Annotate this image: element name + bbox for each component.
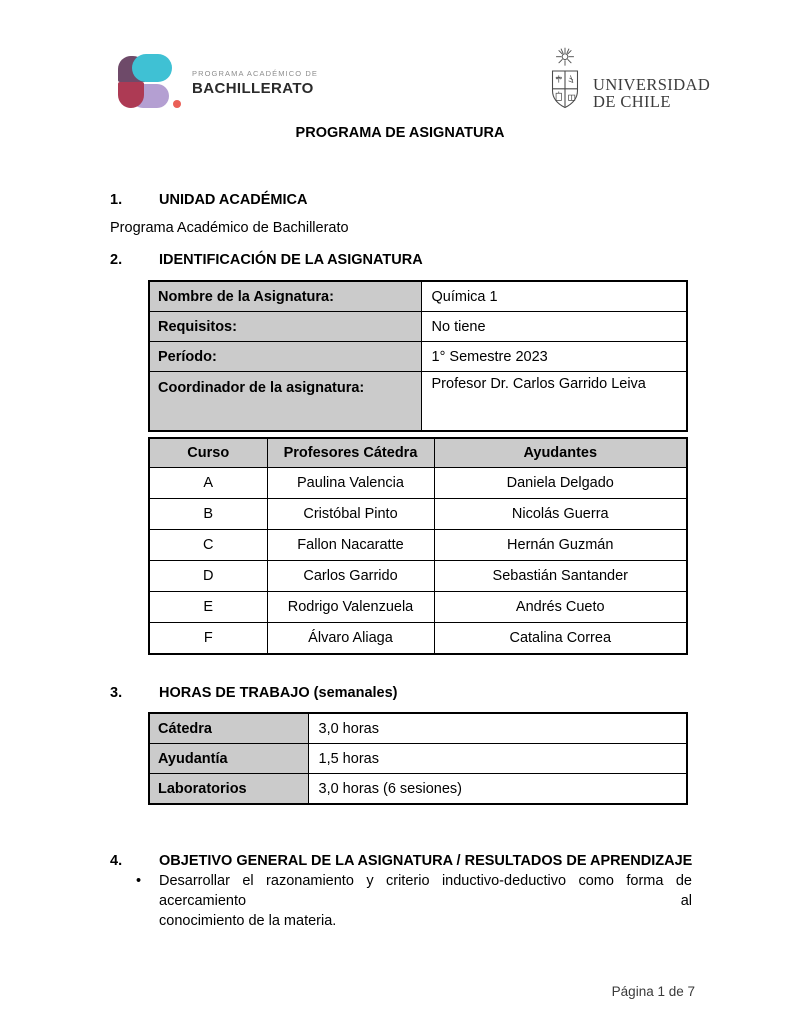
- objective-bullet-text: [159, 871, 692, 931]
- bachillerato-logo: [118, 54, 318, 110]
- table-row: [149, 281, 687, 312]
- table-row: [149, 774, 687, 805]
- staff-row: [149, 499, 687, 530]
- bachillerato-name: BACHILLERATO: [192, 80, 314, 97]
- section-1-number: 1.: [110, 192, 123, 208]
- section-4-number: 4.: [110, 853, 123, 869]
- staff-cell: Carlos Garrido: [267, 561, 434, 592]
- table-row: [149, 312, 687, 342]
- section-2-number: 2.: [110, 252, 123, 268]
- staff-cell: Rodrigo Valenzuela: [267, 592, 434, 623]
- staff-cell: Sebastián Santander: [434, 561, 687, 592]
- staff-row: [149, 468, 687, 499]
- universidad-de-chile-logo: [543, 46, 710, 112]
- section-2-title: IDENTIFICACIÓN DE LA ASIGNATURA: [159, 252, 423, 268]
- logo-shape-teal: [132, 54, 172, 82]
- staff-cell: B: [149, 499, 267, 530]
- identification-table: [148, 280, 688, 432]
- ident-label-cell: Requisitos:: [149, 312, 421, 342]
- staff-header-profesores: Profesores Cátedra: [267, 438, 434, 468]
- staff-row: [149, 623, 687, 655]
- hours-label-cell: Ayudantía: [149, 744, 308, 774]
- ident-label-cell: Período:: [149, 342, 421, 372]
- section-2-heading: [110, 252, 423, 268]
- section-1-heading: [110, 192, 307, 208]
- hours-value-cell: 3,0 horas: [308, 713, 687, 744]
- ident-value-cell: Química 1: [421, 281, 687, 312]
- hours-label-cell: Laboratorios: [149, 774, 308, 805]
- ident-value-cell: No tiene: [421, 312, 687, 342]
- section-1-title: UNIDAD ACADÉMICA: [159, 192, 308, 208]
- staff-cell: A: [149, 468, 267, 499]
- staff-cell: Paulina Valencia: [267, 468, 434, 499]
- section-3-heading: [110, 685, 398, 701]
- section-3-number: 3.: [110, 685, 123, 701]
- staff-table: [148, 437, 688, 655]
- hours-value-cell: 1,5 horas: [308, 744, 687, 774]
- staff-header-curso: Curso: [149, 438, 267, 468]
- staff-header-ayudantes: Ayudantes: [434, 438, 687, 468]
- table-row: [149, 342, 687, 372]
- page-number: Página 1 de 7: [611, 984, 695, 999]
- ident-value-cell: 1° Semestre 2023: [421, 342, 687, 372]
- table-row: [149, 372, 687, 432]
- university-wordmark-line2: DE CHILE: [593, 92, 671, 111]
- staff-cell: D: [149, 561, 267, 592]
- section-1-body: Programa Académico de Bachillerato: [110, 220, 349, 236]
- university-wordmark-line1: UNIVERSIDAD: [593, 75, 711, 94]
- bullet-line-1: Desarrollar el razonamiento y criterio inductivo-deductivo como forma de acercamiento al: [159, 873, 692, 909]
- staff-cell: Andrés Cueto: [434, 592, 687, 623]
- staff-cell: Cristóbal Pinto: [267, 499, 434, 530]
- staff-header-row: [149, 438, 687, 468]
- staff-cell: Nicolás Guerra: [434, 499, 687, 530]
- staff-cell: E: [149, 592, 267, 623]
- staff-cell: Daniela Delgado: [434, 468, 687, 499]
- table-row: [149, 744, 687, 774]
- page-title: PROGRAMA DE ASIGNATURA: [295, 125, 505, 141]
- staff-cell: Fallon Nacaratte: [267, 530, 434, 561]
- ident-label-cell: Coordinador de la asignatura:: [149, 372, 421, 432]
- staff-cell: Catalina Correa: [434, 623, 687, 655]
- ident-label-cell: Nombre de la Asignatura:: [149, 281, 421, 312]
- bachillerato-tagline: PROGRAMA ACADÉMICO DE: [192, 69, 319, 78]
- logo-shape-dot: [173, 100, 181, 108]
- staff-row: [149, 530, 687, 561]
- bachillerato-b-mark-icon: [118, 54, 182, 110]
- staff-cell: C: [149, 530, 267, 561]
- staff-cell: Hernán Guzmán: [434, 530, 687, 561]
- section-4-title: OBJETIVO GENERAL DE LA ASIGNATURA / RESULTADOS DE APRENDIZAJE: [159, 853, 693, 869]
- university-crest-icon: [543, 46, 587, 112]
- staff-row: [149, 561, 687, 592]
- bachillerato-logo-text: [192, 54, 318, 110]
- objective-bullet-item: [136, 871, 692, 931]
- logo-shape-crimson: [118, 82, 144, 108]
- hours-value-cell: 3,0 horas (6 sesiones): [308, 774, 687, 805]
- staff-cell: Álvaro Aliaga: [267, 623, 434, 655]
- table-row: [149, 713, 687, 744]
- section-4-heading: [110, 853, 692, 869]
- university-wordmark: [593, 76, 710, 110]
- hours-label-cell: Cátedra: [149, 713, 308, 744]
- bullet-line-2: conocimiento de la materia.: [159, 913, 337, 929]
- staff-cell: F: [149, 623, 267, 655]
- staff-row: [149, 592, 687, 623]
- hours-table: [148, 712, 688, 805]
- ident-value-cell: Profesor Dr. Carlos Garrido Leiva: [421, 372, 687, 432]
- bullet-icon: •: [136, 873, 142, 889]
- section-3-title: HORAS DE TRABAJO (semanales): [159, 685, 398, 701]
